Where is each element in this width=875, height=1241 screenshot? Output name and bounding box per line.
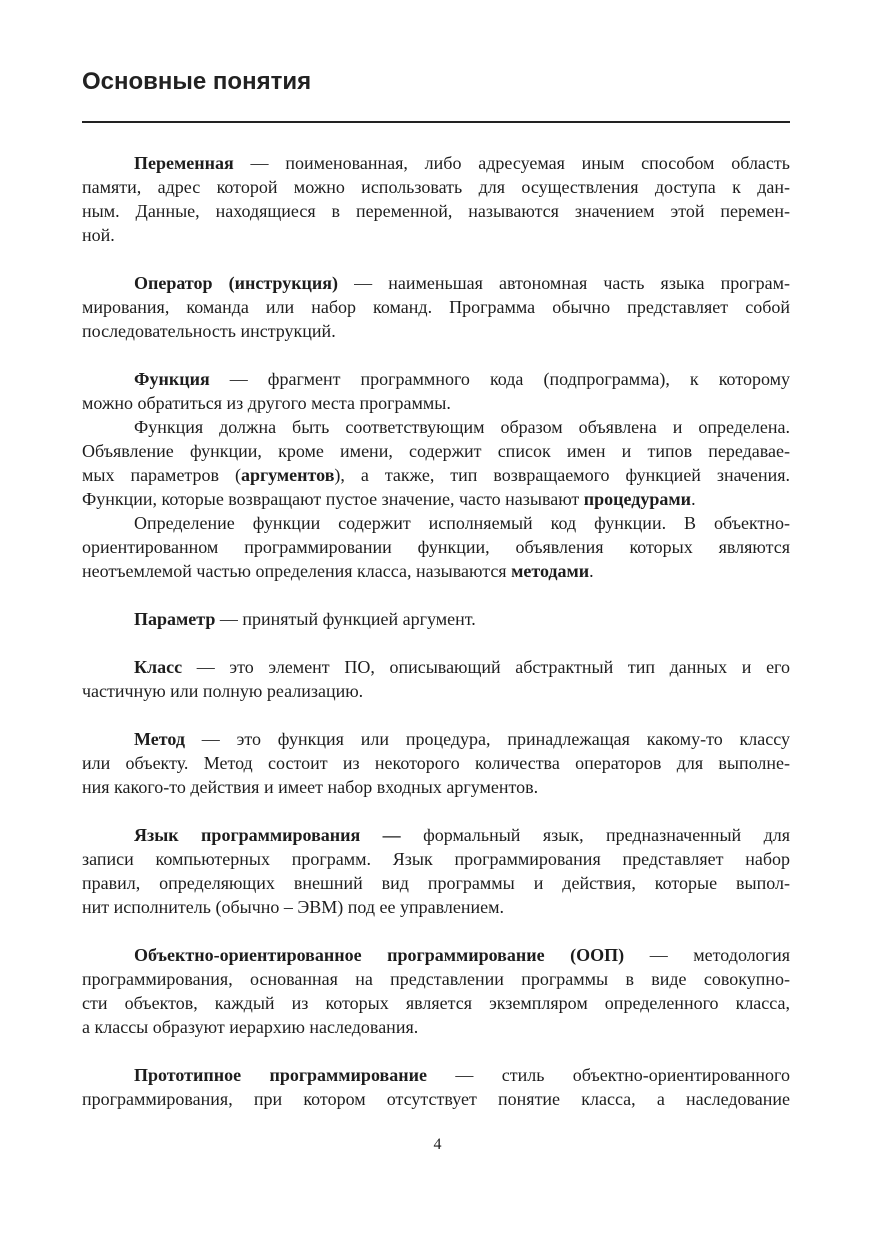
text-line — [82, 415, 790, 439]
term: Переменная — [134, 153, 234, 173]
text-line — [82, 559, 790, 583]
text: ориентированном программировании функции, объявления которых являются — [82, 537, 790, 557]
text-line — [82, 463, 790, 487]
paragraph — [82, 1063, 790, 1111]
text: программирования, основанная на представлении программы в виде совокупно- — [82, 969, 790, 989]
paragraph — [82, 943, 790, 1039]
text: памяти, адрес которой можно использовать для осуществления доступа к дан- — [82, 177, 790, 197]
text: — стиль объектно-ориентированного — [426, 1065, 790, 1085]
text-line — [82, 391, 790, 415]
text: записи компьютерных программ. Язык программирования представляет набор — [82, 849, 790, 869]
term: Прототипное программирование — [134, 1065, 427, 1085]
text: частичную или полную реализацию. — [82, 681, 364, 701]
text-line — [82, 439, 790, 463]
term: Язык программирования — — [134, 825, 401, 845]
text: . — [589, 561, 594, 581]
text-line — [82, 175, 790, 199]
text-line — [82, 775, 790, 799]
text: а классы образуют иерархию наследования. — [82, 1017, 419, 1037]
text-line — [82, 1063, 790, 1087]
term: Оператор (инструкция) — [134, 273, 339, 293]
paragraph — [82, 415, 790, 511]
text: — это функция или процедура, принадлежащая какому-то классу — [184, 729, 790, 749]
term: Класс — [134, 657, 183, 677]
text-line — [82, 871, 790, 895]
text: или объекту. Метод состоит из некоторого количества операторов для выполне- — [82, 753, 790, 773]
page-title: Основные понятия — [82, 68, 312, 95]
text-line — [82, 271, 790, 295]
text: ния какого-то действия и имеет набор входных аргументов. — [82, 777, 539, 797]
text-line — [82, 487, 790, 511]
paragraph — [82, 511, 790, 583]
term: Параметр — [134, 609, 216, 629]
paragraph — [82, 367, 790, 415]
text: — принятый функцией аргумент. — [215, 609, 476, 629]
text-line — [82, 895, 790, 919]
text-line — [82, 943, 790, 967]
paragraph — [82, 655, 790, 703]
text-line — [82, 967, 790, 991]
text: ной. — [82, 225, 115, 245]
term: процедурами — [583, 489, 692, 509]
text: — методология — [624, 945, 790, 965]
text-line — [82, 823, 790, 847]
text: сти объектов, каждый из которых является экземпляром определенного класса, — [82, 993, 790, 1013]
page-number: 4 — [433, 1136, 442, 1153]
term: аргументов — [240, 465, 335, 485]
text-line — [82, 1087, 790, 1111]
text-line — [82, 151, 790, 175]
term: Метод — [134, 729, 185, 749]
text: мирования, команда или набор команд. Программа обычно представляет собой — [82, 297, 790, 317]
text: нит исполнитель (обычно – ЭВМ) под ее управлением. — [82, 897, 505, 917]
text: можно обратиться из другого места программы. — [82, 393, 451, 413]
text: формальный язык, предназначенный для — [400, 825, 790, 845]
text-line — [82, 607, 790, 631]
term: Объектно-ориентированное программирование (ООП) — [134, 945, 625, 965]
text-line — [82, 1015, 790, 1039]
paragraph — [82, 271, 790, 343]
text: — поименованная, либо адресуемая иным способом область — [233, 153, 790, 173]
text: мых параметров ( — [82, 465, 241, 485]
text: — фрагмент программного кода (подпрограмма), к которому — [209, 369, 790, 389]
text-line — [82, 679, 790, 703]
document-body — [82, 151, 790, 1111]
text-line — [82, 847, 790, 871]
text-line — [82, 319, 790, 343]
text-line — [82, 199, 790, 223]
term: методами — [511, 561, 590, 581]
text-line — [82, 655, 790, 679]
paragraph — [82, 607, 790, 631]
text-line — [82, 751, 790, 775]
text: — это элемент ПО, описывающий абстрактный тип данных и его — [182, 657, 790, 677]
text: правил, определяющих внешний вид программы и действия, которые выпол- — [82, 873, 790, 893]
text-line — [82, 727, 790, 751]
text: ным. Данные, находящиеся в переменной, называются значением этой перемен- — [82, 201, 790, 221]
text: Функции, которые возвращают пустое значение, часто называют — [82, 489, 584, 509]
text-line — [82, 295, 790, 319]
text: . — [691, 489, 696, 509]
text: Функция должна быть соответствующим образом объявлена и определена. — [134, 417, 790, 437]
text: — наименьшая автономная часть языка програм- — [338, 273, 790, 293]
text-line — [82, 535, 790, 559]
text: программирования, при котором отсутствует понятие класса, а наследование — [82, 1089, 790, 1109]
paragraph — [82, 727, 790, 799]
text-line — [82, 511, 790, 535]
text: ), а также, тип возвращаемого функцией значения. — [334, 465, 790, 485]
text: неотъемлемой частью определения класса, называются — [82, 561, 512, 581]
paragraph — [82, 151, 790, 247]
text: последовательность инструкций. — [82, 321, 336, 341]
paragraph — [82, 823, 790, 919]
text: Определение функции содержит исполняемый код функции. В объектно- — [134, 513, 790, 533]
title-divider — [82, 121, 790, 123]
text-line — [82, 367, 790, 391]
term: Функция — [134, 369, 210, 389]
text: Объявление функции, кроме имени, содержит список имен и типов передавае- — [82, 441, 790, 461]
text-line — [82, 223, 790, 247]
text-line — [82, 991, 790, 1015]
